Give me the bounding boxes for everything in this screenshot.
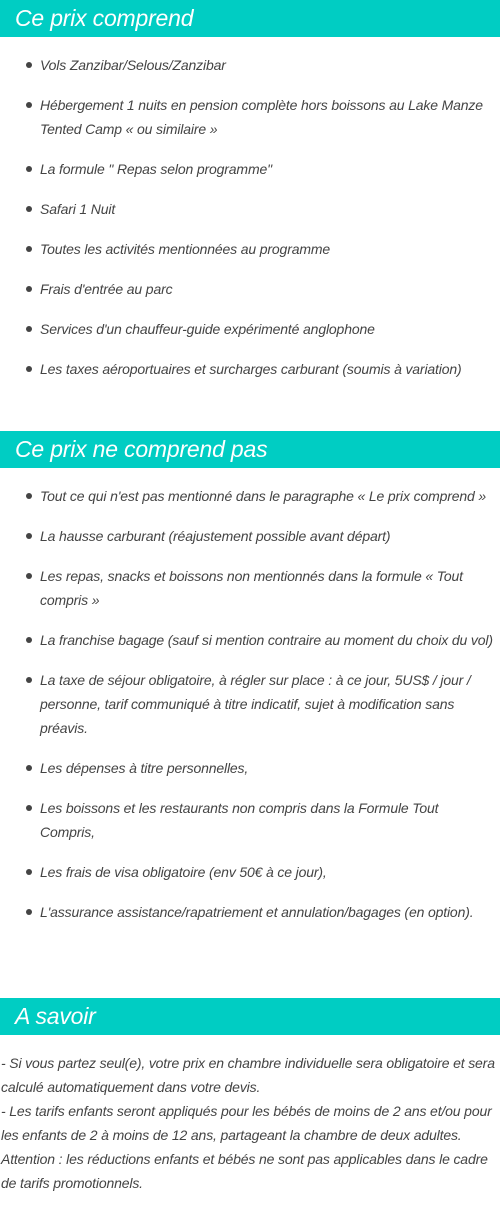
- list-item-text: Les taxes aéroportuaires et surcharges carburant (soumis à variation): [40, 361, 462, 377]
- list-item-text: La hausse carburant (réajustement possible avant départ): [40, 528, 391, 544]
- bullet-icon: [26, 62, 32, 68]
- list-item-text: Services d'un chauffeur-guide expérimenté anglophone: [40, 321, 375, 337]
- bullet-icon: [26, 765, 32, 771]
- list-item-text: Hébergement 1 nuits en pension complète hors boissons au Lake Manze Tented Camp « ou similaire »: [40, 97, 483, 137]
- bullet-icon: [26, 533, 32, 539]
- bullet-icon: [26, 286, 32, 292]
- list-item: [0, 860, 500, 884]
- list-item-text: La taxe de séjour obligatoire, à régler sur place : à ce jour, 5US$ / jour / personne, tarif communiqué à titre indicatif, sujet à modification sans préavis.: [40, 672, 471, 736]
- included-list: [0, 53, 500, 397]
- list-item-text: L'assurance assistance/rapatriement et annulation/bagages (en option).: [40, 904, 474, 920]
- list-item-text: La formule " Repas selon programme": [40, 161, 272, 177]
- bullet-icon: [26, 166, 32, 172]
- bullet-icon: [26, 206, 32, 212]
- bullet-icon: [26, 246, 32, 252]
- list-item: [0, 277, 500, 301]
- bullet-icon: [26, 677, 32, 683]
- info-paragraph: - Les tarifs enfants seront appliqués pour les bébés de moins de 2 ans et/ou pour les enfants de 2 à moins de 12 ans, partageant la chambre de deux adultes.: [1, 1103, 492, 1143]
- bullet-icon: [26, 366, 32, 372]
- list-item: [0, 157, 500, 181]
- not-included-section-title: Ce prix ne comprend pas: [15, 436, 268, 462]
- list-item: [0, 197, 500, 221]
- not-included-list: [0, 484, 500, 940]
- bullet-icon: [26, 573, 32, 579]
- list-item: [0, 524, 500, 548]
- list-item-text: Toutes les activités mentionnées au programme: [40, 241, 330, 257]
- list-item-text: Frais d'entrée au parc: [40, 281, 173, 297]
- list-item-text: Les frais de visa obligatoire (env 50€ à ce jour),: [40, 864, 327, 880]
- list-item: [0, 668, 500, 740]
- list-item: [0, 237, 500, 261]
- list-item: [0, 756, 500, 780]
- list-item: [0, 317, 500, 341]
- list-item: [0, 796, 500, 844]
- list-item: [0, 628, 500, 652]
- list-item-text: La franchise bagage (sauf si mention contraire au moment du choix du vol): [40, 632, 493, 648]
- list-item-text: Tout ce qui n'est pas mentionné dans le paragraphe « Le prix comprend »: [40, 488, 487, 504]
- list-item: [0, 93, 500, 141]
- list-item: [0, 357, 500, 381]
- list-item-text: Vols Zanzibar/Selous/Zanzibar: [40, 57, 226, 73]
- included-section-header: [0, 0, 500, 37]
- list-item: [0, 564, 500, 612]
- good-to-know-text: [0, 1051, 500, 1195]
- list-item-text: Les boissons et les restaurants non compris dans la Formule Tout Compris,: [40, 800, 439, 840]
- list-item-text: Les dépenses à titre personnelles,: [40, 760, 249, 776]
- info-paragraph: Attention : les réductions enfants et bébés ne sont pas applicables dans le cadre de tarifs promotionnels.: [1, 1151, 488, 1191]
- bullet-icon: [26, 493, 32, 499]
- list-item-text: Safari 1 Nuit: [40, 201, 116, 217]
- bullet-icon: [26, 637, 32, 643]
- bullet-icon: [26, 805, 32, 811]
- bullet-icon: [26, 909, 32, 915]
- info-paragraph: - Si vous partez seul(e), votre prix en chambre individuelle sera obligatoire et sera calculé automatiquement dans votre devis.: [1, 1055, 495, 1095]
- not-included-section-header: [0, 431, 500, 468]
- bullet-icon: [26, 326, 32, 332]
- good-to-know-section-title: A savoir: [15, 1003, 96, 1029]
- list-item: [0, 484, 500, 508]
- bullet-icon: [26, 869, 32, 875]
- list-item: [0, 53, 500, 77]
- good-to-know-section-header: [0, 998, 500, 1035]
- list-item-text: Les repas, snacks et boissons non mentionnés dans la formule « Tout compris »: [40, 568, 463, 608]
- included-section-title: Ce prix comprend: [15, 5, 194, 31]
- list-item: [0, 900, 500, 924]
- bullet-icon: [26, 102, 32, 108]
